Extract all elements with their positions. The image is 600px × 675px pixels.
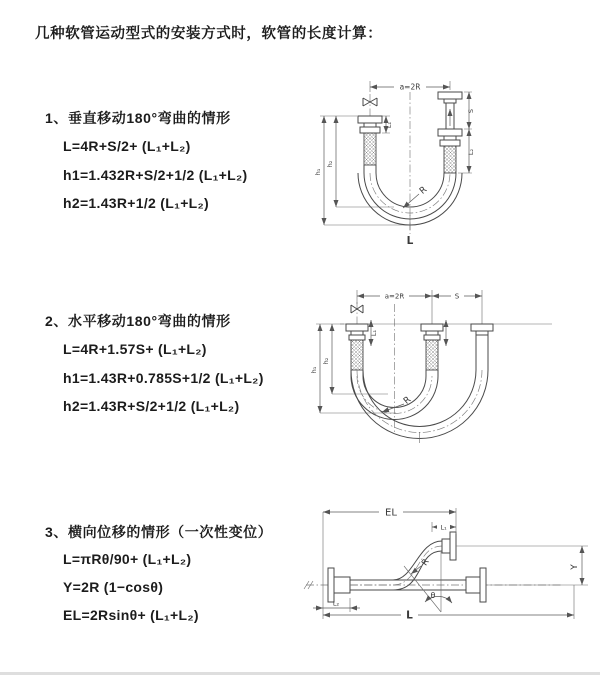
d1-radius-callout <box>403 185 429 208</box>
d3-dim-label-l2: L₂ <box>332 599 340 608</box>
section-3-formula-L: L=πRθ/90+ (L₁+L₂) <box>63 551 192 567</box>
d2-dimensions <box>310 290 482 413</box>
d2-hose-u-bends <box>351 370 488 443</box>
section-1-heading: 1、垂直移动180°弯曲的情形 <box>45 110 231 126</box>
section-1-formula-L: L=4R+S/2+ (L₁+L₂) <box>63 138 191 154</box>
d1-dim-label-a2r: a=2R <box>399 82 421 92</box>
d2-dim-label-h1: h₁ <box>310 366 318 374</box>
d3-radius-callout <box>411 557 432 574</box>
d3-dim-label-l1: L₁ <box>440 523 447 532</box>
d2-dim-label-h2: h₂ <box>322 357 330 365</box>
section-3-formula-Y: Y=2R (1−cosθ) <box>63 579 164 595</box>
d3-s-curved-hose <box>350 532 456 590</box>
d2-label-r: R <box>402 394 414 407</box>
d1-dim-label-s: S <box>467 108 475 114</box>
diagram-lateral-displacement <box>298 500 600 662</box>
d2-radius-callout <box>382 395 413 412</box>
section-2-formula-h1: h1=1.43R+0.785S+1/2 (L₁+L₂) <box>63 370 264 386</box>
d1-dim-label-h2: h₂ <box>326 160 334 168</box>
d3-left-flange <box>328 568 350 602</box>
d1-dim-label-l2: L₂ <box>467 148 475 156</box>
d2-middle-fitting <box>421 324 443 370</box>
d3-label-theta: θ <box>430 591 436 600</box>
d2-dim-label-l1: L₁ <box>370 329 378 337</box>
d2-right-fitting <box>471 324 493 370</box>
page-title: 几种软管运动型式的安装方式时，软管的长度计算： <box>35 26 383 42</box>
d2-left-fitting <box>346 324 368 370</box>
d1-label-l: L <box>406 235 414 247</box>
d3-dim-label-el: EL <box>385 507 397 519</box>
d3-label-r: R <box>420 557 432 568</box>
section-3-heading: 3、横向位移的情形（一次性变位） <box>45 524 273 540</box>
d1-left-fitting <box>358 116 382 165</box>
section-3-formula-EL: EL=2Rsinθ+ (L₁+L₂) <box>63 607 199 623</box>
d1-dim-label-h1: h₁ <box>314 168 322 176</box>
d2-dim-label-a2r: a=2R <box>384 292 405 301</box>
section-2-formula-h2: h2=1.43R+S/2+1/2 (L₁+L₂) <box>63 398 240 414</box>
d1-dim-label-l1: L₁ <box>385 121 393 129</box>
section-2-heading: 2、水平移动180°弯曲的情形 <box>45 313 231 329</box>
d1-label-r: R <box>418 184 430 197</box>
d3-dimensions <box>313 506 588 622</box>
d3-dim-label-l: L <box>406 609 413 622</box>
section-2-formula-L: L=4R+1.57S+ (L₁+L₂) <box>63 341 207 357</box>
section-1-formula-h1: h1=1.432R+S/2+1/2 (L₁+L₂) <box>63 167 248 183</box>
d3-dim-label-y: Y <box>570 564 580 570</box>
diagram-horizontal-180-bend <box>300 282 590 464</box>
section-1-formula-h2: h2=1.43R+1/2 (L₁+L₂) <box>63 195 210 211</box>
diagram-vertical-180-bend <box>300 72 590 257</box>
d1-right-fitting <box>438 92 462 173</box>
d2-dim-label-s: S <box>454 292 460 301</box>
